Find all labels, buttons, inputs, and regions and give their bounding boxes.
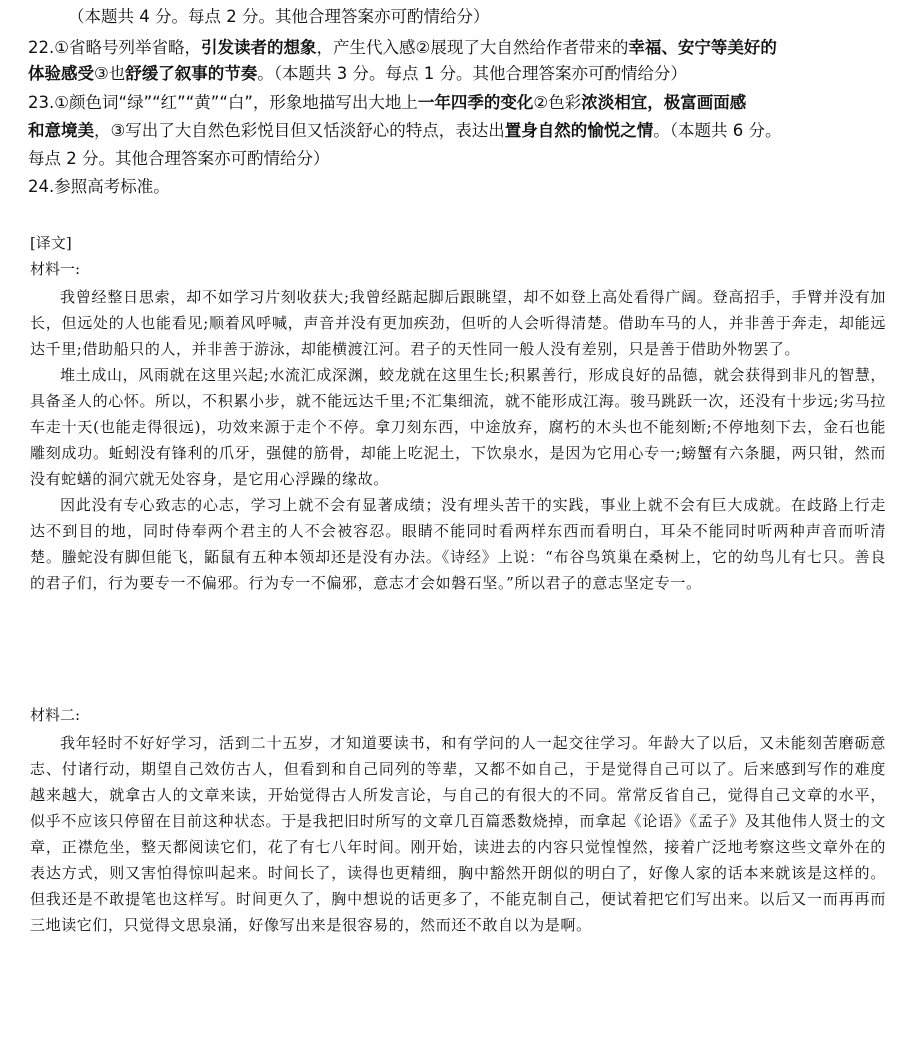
answer-text: 。（本题共 6 分。 — [653, 121, 782, 140]
answer-keypoint: 舒缓了叙事的节奏 — [125, 64, 258, 83]
answer-keypoint: 和意境美 — [28, 121, 94, 140]
answer-keypoint: 置身自然的愉悦之情 — [504, 121, 654, 140]
answer-q22-line2 — [28, 62, 888, 85]
material-one-body — [30, 284, 886, 596]
answer-text: 22.①省略号列举省略， — [28, 38, 202, 57]
answer-text: 。（本题共 3 分。每点 1 分。其他合理答案亦可酌情给分） — [257, 64, 688, 83]
answer-q23-line3 — [28, 147, 888, 170]
answer-q21-note-text: （本题共 4 分。每点 2 分。其他合理答案亦可酌情给分） — [68, 7, 490, 26]
answer-text: 24.参照高考标准。 — [28, 177, 170, 196]
answer-text: 每点 2 分。其他合理答案亦可酌情给分） — [28, 149, 330, 168]
paragraph: 堆土成山，风雨就在这里兴起;水流汇成深渊，蛟龙就在这里生长;积累善行，形成良好的品德，就会获得到非凡的智慧，具备圣人的心怀。所以，不积累小步，就不能远达千里;不汇集细流，就不能形成江海。骏马跳跃一次，还没有十步远;劣马拉车走十天(也能走得很远)，功效来源于走个不停。拿刀刻东西，中途放弃，腐朽的木头也不能刻断;不停地刻下去，金石也能雕刻成功。蚯蚓没有锋利的爪牙，强健的筋骨，却能上吃泥土，下饮泉水，是因为它用心专一;螃蟹有六条腿，两只钳，然而没有蛇蟮的洞穴就无处容身，是它用心浮躁的缘故。 — [30, 366, 886, 488]
material-one-label: 材料一: — [30, 260, 81, 278]
answer-text: ②色彩 — [533, 93, 582, 112]
answer-keypoint: 一年四季的变化 — [417, 93, 534, 112]
answer-keypoint: 幸福、安宁等美好的 — [628, 38, 777, 57]
answer-q23-line1 — [28, 91, 888, 114]
paragraph: 因此没有专心致志的心志，学习上就不会有显著成绩；没有埋头苦干的实践，事业上就不会有巨大成就。在歧路上行走达不到目的地，同时侍奉两个君主的人不会被容忍。眼睛不能同时看两样东西而看明白，耳朵不能同时听两种声音而听清楚。螣蛇没有脚但能飞，鼫鼠有五种本领却还是没有办法。《诗经》上说：“布谷鸟筑巢在桑树上，它的幼鸟儿有七只。善良的君子们，行为要专一不偏邪。行为专一不偏邪，意志才会如磐石坚。”所以君子的意志坚定专一。 — [30, 496, 886, 592]
answer-q21-note — [28, 5, 888, 28]
answer-q22-line1 — [28, 36, 888, 59]
paragraph: 我曾经整日思索，却不如学习片刻收获大;我曾经踮起脚后跟眺望，却不如登上高处看得广阔。登高招手，手臂并没有加长，但远处的人也能看见;顺着风呼喊，声音并没有更加疾劲，但听的人会听得清楚。借助车马的人，并非善于奔走，却能远达千里;借助船只的人，并非善于游泳，却能横渡江河。君子的天性同一般人没有差别，只是善于借助外物罢了。 — [30, 288, 886, 358]
translation-heading: [译文] — [30, 234, 72, 252]
answer-keypoint: 浓淡相宜，极富画面感 — [581, 93, 747, 112]
answer-q24 — [28, 175, 888, 198]
material-two-label: 材料二: — [30, 706, 81, 724]
answer-q23-line2 — [28, 119, 888, 142]
paragraph: 我年轻时不好好学习，活到二十五岁，才知道要读书，和有学问的人一起交往学习。年龄大了以后，又未能刻苦磨砺意志、付诸行动，期望自己效仿古人，但看到和自己同列的等辈，又都不如自己，于是觉得自己可以了。后来感到写作的难度越来越大，就拿古人的文章来读，开始觉得古人所发言论，与自己的有很大的不同。常常反省自己，觉得自己文章的水平，似乎不应该只停留在目前这种状态。于是我把旧时所写的文章几百篇悉数烧掉，而拿起《论语》《孟子》及其他伟人贤士的文章，正襟危坐，整天都阅读它们，花了有七八年时间。刚开始，读进去的内容只觉惶惶然，接着广泛地考察这些文章外在的表达方式，则又害怕得惊叫起来。时间长了，读得也更精细，胸中豁然开朗似的明白了，好像人家的话本来就该是这样的。但我还是不敢提笔也这样写。时间更久了，胸中想说的话更多了，不能克制自己，便试着把它们写出来。以后又一而再再而三地读它们，只觉得文思泉涌，好像写出来是很容易的，然而还不敢自以为是啊。 — [30, 734, 886, 934]
answer-keypoint: 引发读者的想象 — [201, 38, 317, 57]
answer-keypoint: 体验感受 — [28, 64, 94, 83]
answer-text: ，③写出了大自然色彩悦目但又恬淡舒心的特点，表达出 — [94, 121, 505, 140]
material-two-body — [30, 730, 886, 938]
answer-text: ，产生代入感②展现了大自然给作者带来的 — [316, 38, 629, 57]
answer-text: ③也 — [94, 64, 126, 83]
answer-text: 23.①颜色词“绿”“红”“黄”“白”，形象地描写出大地上 — [28, 93, 418, 112]
